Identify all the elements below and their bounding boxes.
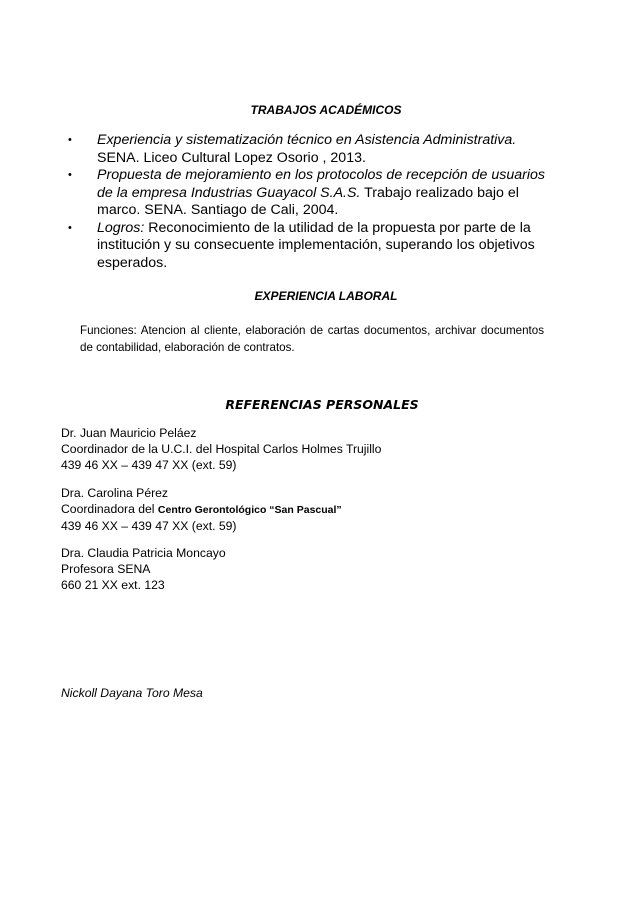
signature-name: Nickoll Dayana Toro Mesa — [61, 686, 203, 700]
reference-phone: 660 21 XX ext. 123 — [61, 578, 165, 592]
reference-role — [61, 501, 342, 518]
reference-role-prefix: Coordinadora del — [61, 502, 158, 516]
list-item — [68, 167, 557, 220]
section-title-experiencia-laboral: EXPERIENCIA LABORAL — [254, 289, 398, 303]
trabajo-title: Logros: — [97, 219, 145, 236]
reference-role: Profesora SENA — [61, 562, 151, 576]
section-title-referencias-personales: REFERENCIAS PERSONALES — [225, 397, 419, 412]
reference-name: Dra. Carolina Pérez — [61, 486, 169, 500]
reference-phone: 439 46 XX – 439 47 XX (ext. 59) — [61, 519, 237, 533]
reference-role-institution: Centro Gerontológico “San Pascual” — [157, 504, 342, 516]
reference-entry — [61, 545, 226, 593]
bullet-icon: • — [68, 169, 72, 181]
reference-entry — [61, 485, 342, 534]
trabajo-detail: Trabajo realizado bajo el marco. SENA. Santiago de Cali, 2004. — [97, 184, 519, 218]
trabajo-title: Propuesta de mejoramiento en los protocolos de recepción de usuarios de la empresa Industrias Guayacol S.A.S. — [97, 167, 545, 201]
bullet-icon: • — [68, 134, 72, 146]
reference-name: Dr. Juan Mauricio Peláez — [61, 426, 197, 440]
trabajos-list — [68, 132, 557, 272]
reference-phone: 439 46 XX – 439 47 XX (ext. 59) — [61, 458, 237, 472]
trabajo-detail: SENA. Liceo Cultural Lopez Osorio , 2013. — [97, 149, 366, 166]
funciones-paragraph: Funciones: Atencion al cliente, elaboración de cartas documentos, archivar documentos de contabilidad, elaboración de contratos. — [80, 324, 544, 354]
reference-entry — [61, 425, 381, 473]
reference-name: Dra. Claudia Patricia Moncayo — [61, 546, 226, 560]
bullet-icon: • — [68, 221, 72, 234]
reference-role: Coordinador de la U.C.I. del Hospital Carlos Holmes Trujillo — [61, 442, 382, 456]
list-item — [68, 219, 557, 273]
trabajo-detail: Reconocimiento de la utilidad de la propuesta por parte de la institución y su consecuente implementación, superando los objetivos esperados. — [97, 219, 535, 271]
list-item — [68, 132, 557, 167]
trabajo-title: Experiencia y sistematización técnico en Asistencia Administrativa. — [97, 132, 517, 148]
section-title-trabajos-academicos: TRABAJOS ACADÉMICOS — [250, 103, 402, 117]
